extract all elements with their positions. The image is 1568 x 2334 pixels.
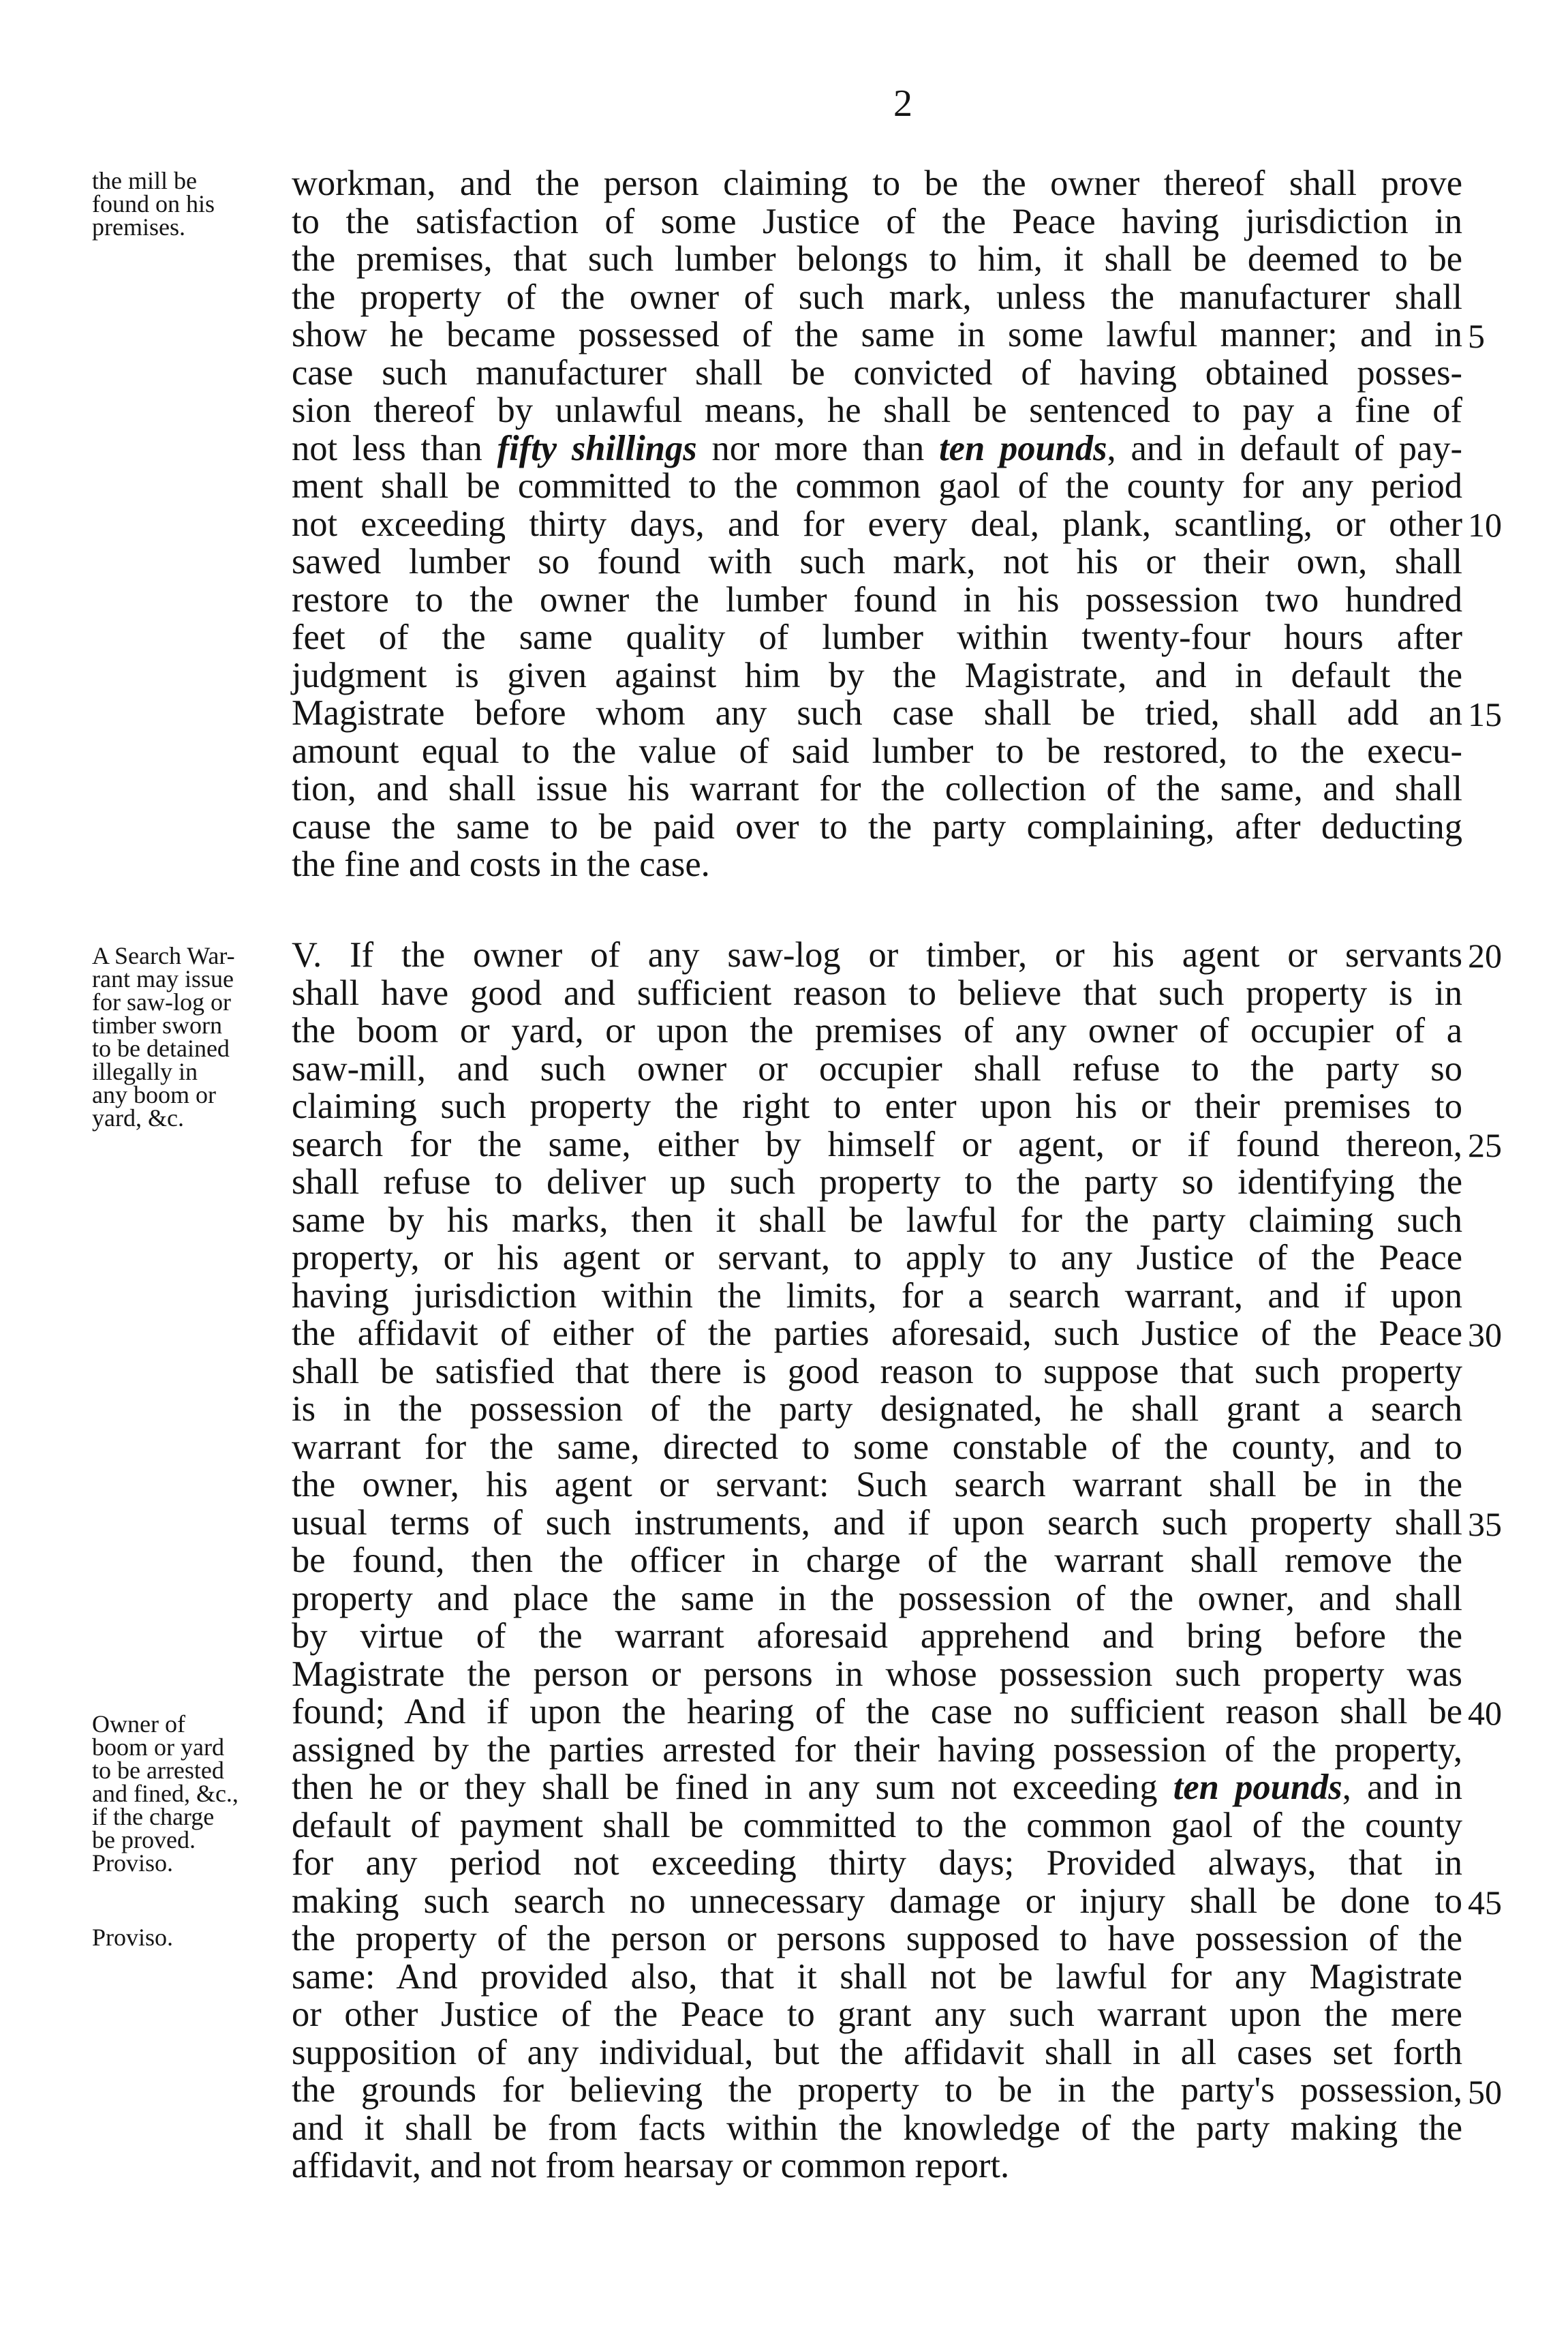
text-segment: case such manufacturer shall be convicted of having obtained posses- <box>292 352 1462 393</box>
text-segment: shall be satisfied that there is good reason to suppose that such property <box>292 1351 1462 1391</box>
text-line <box>292 1920 1462 1958</box>
text-line <box>292 203 1462 241</box>
text-line <box>292 1731 1462 1770</box>
text-line <box>292 846 1462 884</box>
text-segment: and it shall be from facts within the knowledge of the party making the <box>292 2108 1462 2148</box>
text-segment: the fine and costs in the case. <box>292 845 710 884</box>
sidenote-line: Proviso. <box>92 1849 174 1877</box>
text-segment: be found, then the officer in charge of the warrant shall remove the <box>292 1541 1462 1580</box>
text-line <box>292 1126 1462 1164</box>
sidenote-owner-arrested <box>92 1712 296 1875</box>
text-line <box>292 2034 1462 2072</box>
text-segment: property, or his agent or servant, to apply to any Justice of the Peace <box>292 1238 1462 1277</box>
sidenote-line: be proved. <box>92 1826 196 1853</box>
sidenote-line: and fined, &c., <box>92 1780 239 1807</box>
text-line <box>292 657 1462 695</box>
sidenote-line: boom or yard <box>92 1733 224 1761</box>
text-segment: sion thereof by unlawful means, he shall be sentenced to pay a fine of <box>292 391 1462 430</box>
text-line <box>292 808 1462 847</box>
text-line <box>292 1693 1462 1731</box>
text-segment: property and place the same in the possession of the owner, and shall <box>292 1578 1462 1618</box>
text-line <box>292 279 1462 317</box>
emphasis-amount: ten pounds <box>1173 1768 1342 1807</box>
section-number: V. <box>292 935 322 975</box>
text-line <box>292 506 1462 544</box>
text-segment: If the owner of any saw-log or timber, or his agent or servants <box>322 935 1462 975</box>
text-segment: amount equal to the value of said lumber to be restored, to the execu- <box>292 731 1462 771</box>
text-segment: having jurisdiction within the limits, for a search warrant, and if upon <box>292 1275 1462 1316</box>
text-line <box>292 1504 1462 1543</box>
text-line <box>292 770 1462 808</box>
sidenote-line: to be arrested <box>92 1757 224 1784</box>
sidenote-line: yard, &c. <box>92 1104 184 1132</box>
text-segment: the grounds for believing the property to be in the party's possession, <box>292 2070 1462 2110</box>
page-number: 2 <box>893 82 912 125</box>
text-line <box>292 975 1462 1013</box>
line-number: 50 <box>1468 2073 1502 2111</box>
text-segment: shall refuse to deliver up such property to the party so identifying the <box>292 1162 1462 1202</box>
text-line <box>292 1239 1462 1277</box>
text-segment: making such search no unnecessary damage or injury shall be done to <box>292 1881 1462 1921</box>
text-segment: the affidavit of either of the parties aforesaid, such Justice of the Peace <box>292 1314 1462 1353</box>
text-line <box>292 1845 1462 1883</box>
text-line <box>292 1429 1462 1467</box>
text-segment: same: And provided also, that it shall not be lawful for any Magistrate <box>292 1956 1462 1997</box>
text-segment: by virtue of the warrant aforesaid apprehend and bring before the <box>292 1616 1462 1656</box>
text-segment: assigned by the parties arrested for their having possession of the property, <box>292 1729 1462 1770</box>
sidenote-line: to be detained <box>92 1035 230 1062</box>
text-line <box>292 2110 1462 2148</box>
text-line <box>292 1315 1462 1353</box>
line-number: 10 <box>1468 506 1502 544</box>
text-segment: found; And if upon the hearing of the case no sufficient reason shall be <box>292 1692 1462 1731</box>
text-segment: saw-mill, and such owner or occupier shall refuse to the party so <box>292 1048 1462 1089</box>
text-line <box>292 430 1462 468</box>
sidenote-line: premises. <box>92 213 185 241</box>
text-segment: , and in <box>1342 1768 1462 1807</box>
text-line <box>292 165 1462 203</box>
text-segment: affidavit, and not from hearsay or common report. <box>292 2146 1010 2185</box>
sidenote-line: if the charge <box>92 1803 215 1830</box>
text-line <box>292 392 1462 430</box>
text-line <box>292 1353 1462 1391</box>
text-segment: the boom or yard, or upon the premises of any owner of occupier of a <box>292 1011 1462 1050</box>
line-number: 40 <box>1468 1694 1502 1732</box>
emphasis-amount: ten pounds <box>939 428 1107 468</box>
text-segment: the property of the owner of such mark, unless the manufacturer shall <box>292 277 1462 317</box>
text-segment: nor more than <box>696 428 940 468</box>
text-segment: default of payment shall be committed to the common gaol of the county <box>292 1805 1462 1845</box>
text-segment: Magistrate the person or persons in whose possession such property was <box>292 1654 1462 1694</box>
text-segment: cause the same to be paid over to the party complaining, after deducting <box>292 806 1462 847</box>
paragraph-2-section-v <box>292 937 1462 2185</box>
text-segment: then he or they shall be fined in any sum not exceeding <box>292 1768 1173 1807</box>
text-line <box>292 2072 1462 2110</box>
sidenote-mill-premises <box>92 169 296 239</box>
paragraph-1 <box>292 165 1462 884</box>
text-line <box>292 1277 1462 1316</box>
text-segment: ment shall be committed to the common gaol of the county for any period <box>292 466 1462 506</box>
text-segment: usual terms of such instruments, and if upon search such property shall <box>292 1502 1462 1543</box>
text-line <box>292 1618 1462 1656</box>
text-segment: , and in default of pay- <box>1107 428 1463 468</box>
text-line <box>292 543 1462 581</box>
text-segment: warrant for the same, directed to some constable of the county, and to <box>292 1427 1462 1467</box>
line-number: 15 <box>1468 695 1502 733</box>
text-line <box>292 2147 1462 2185</box>
text-line <box>292 354 1462 393</box>
text-line <box>292 1807 1462 1845</box>
text-line <box>292 316 1462 354</box>
line-number: 35 <box>1468 1505 1502 1543</box>
sidenote-line: timber sworn <box>92 1012 222 1039</box>
text-line <box>292 1466 1462 1504</box>
text-line <box>292 1050 1462 1089</box>
sidenote-proviso <box>92 1926 296 1949</box>
text-line <box>292 1656 1462 1694</box>
text-segment: to the satisfaction of some Justice of the Peace having jurisdiction in <box>292 201 1462 241</box>
text-segment: feet of the same quality of lumber within twenty-four hours after <box>292 618 1462 657</box>
text-segment: or other Justice of the Peace to grant any such warrant upon the mere <box>292 1995 1462 2034</box>
line-number: 45 <box>1468 1883 1502 1922</box>
line-number: 25 <box>1468 1126 1502 1164</box>
text-segment: Magistrate before whom any such case shall be tried, shall add an <box>292 693 1462 733</box>
text-segment: not less than <box>292 428 497 468</box>
text-line <box>292 937 1462 975</box>
text-line <box>292 1164 1462 1202</box>
text-segment: sawed lumber so found with such mark, not his or their own, shall <box>292 542 1462 581</box>
sidenote-search-warrant <box>92 944 296 1130</box>
text-segment: workman, and the person claiming to be the owner thereof shall prove <box>292 164 1462 203</box>
text-segment: tion, and shall issue his warrant for the collection of the same, and shall <box>292 769 1462 808</box>
text-segment: for any period not exceeding thirty days; Provided always, that in <box>292 1843 1462 1883</box>
sidenote-line: for saw-log or <box>92 988 231 1016</box>
text-segment: same by his marks, then it shall be lawful for the party claiming such <box>292 1200 1462 1240</box>
sidenote-line: any boom or <box>92 1081 216 1108</box>
text-segment: the premises, that such lumber belongs to him, it shall be deemed to be <box>292 239 1462 279</box>
text-line <box>292 619 1462 657</box>
text-segment: the property of the person or persons supposed to have possession of the <box>292 1919 1462 1958</box>
text-line <box>292 1883 1462 1921</box>
text-line <box>292 1769 1462 1807</box>
text-line <box>292 695 1462 733</box>
text-line <box>292 1088 1462 1126</box>
emphasis-amount: fifty shillings <box>497 428 697 468</box>
line-number: 5 <box>1468 317 1485 355</box>
text-segment: claiming such property the right to enter upon his or their premises to <box>292 1087 1462 1126</box>
text-line <box>292 733 1462 771</box>
text-segment: show he became possessed of the same in some lawful manner; and in <box>292 315 1462 354</box>
text-line <box>292 581 1462 620</box>
text-segment: the owner, his agent or servant: Such search warrant shall be in the <box>292 1465 1462 1504</box>
sidenote-line: found on his <box>92 190 215 217</box>
text-segment: judgment is given against him by the Magistrate, and in default the <box>292 655 1462 695</box>
sidenote-line: rant may issue <box>92 965 234 992</box>
sidenote-line: the mill be <box>92 167 197 194</box>
sidenote-line: illegally in <box>92 1058 198 1085</box>
text-line <box>292 1202 1462 1240</box>
text-segment: restore to the owner the lumber found in his possession two hundred <box>292 579 1462 620</box>
text-line <box>292 1580 1462 1618</box>
text-segment: search for the same, either by himself or agent, or if found thereon, <box>292 1124 1462 1164</box>
line-number: 20 <box>1468 937 1502 975</box>
text-line <box>292 468 1462 506</box>
text-segment: supposition of any individual, but the affidavit shall in all cases set forth <box>292 2032 1462 2072</box>
line-number: 30 <box>1468 1316 1502 1354</box>
sidenote-line: Proviso. <box>92 1924 174 1951</box>
sidenote-line: Owner of <box>92 1710 185 1738</box>
sidenote-line: A Search War- <box>92 942 235 969</box>
text-segment: not exceeding thirty days, and for every deal, plank, scantling, or other <box>292 504 1462 544</box>
text-line <box>292 241 1462 279</box>
text-line <box>292 1012 1462 1050</box>
text-segment: is in the possession of the party designated, he shall grant a search <box>292 1389 1462 1429</box>
text-segment: shall have good and sufficient reason to believe that such property is in <box>292 973 1462 1013</box>
text-line <box>292 1542 1462 1580</box>
text-line <box>292 1391 1462 1429</box>
text-line <box>292 1996 1462 2034</box>
text-line <box>292 1958 1462 1997</box>
